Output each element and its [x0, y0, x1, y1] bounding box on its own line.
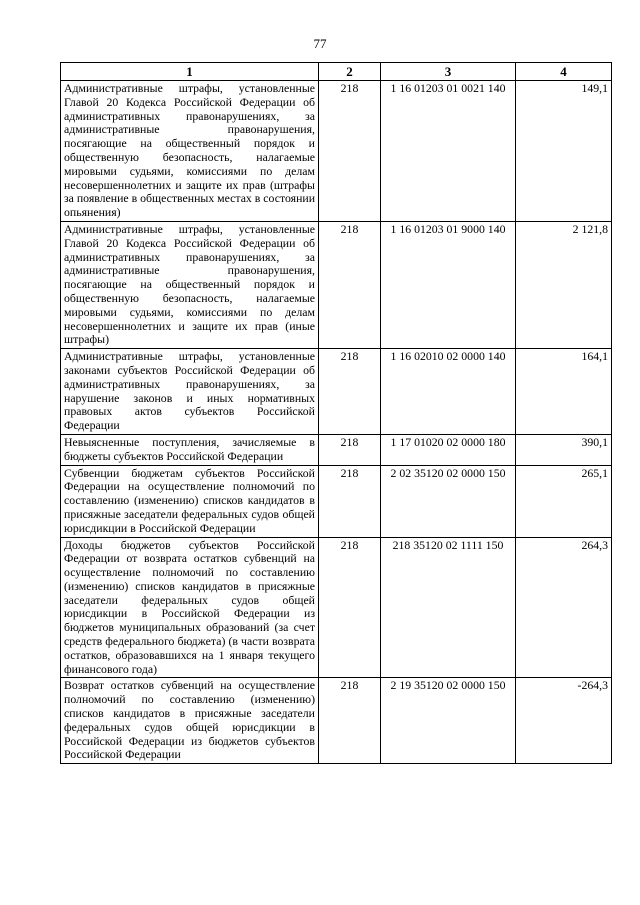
revenue-name: Доходы бюджетов субъектов Российской Федерации от возврата остатков субвенций на осуществление полномочий по составлению (изменению) списков кандидатов в присяжные заседатели федеральных судов общей юрисдикции в Российской Федерации из бюджетов муниципальных образований (за счет средств федерального бюджета) (в части возврата остатков, образовавшихся на 1 января текущего финансового года) — [61, 537, 319, 678]
budget-class-code: 1 16 01203 01 0021 140 — [381, 81, 516, 222]
revenue-name: Административные штрафы, установленные Главой 20 Кодекса Российской Федерации об административных правонарушениях, за административные правонарушения, посягающие на общественный порядок и общественную безопасность, налагаемые мировыми судьями, комиссиями по делам несовершеннолетних и защите их прав (штрафы за появление в общественных местах в состоянии опьянения) — [61, 81, 319, 222]
table-row — [61, 81, 612, 222]
admin-code: 218 — [319, 81, 381, 222]
revenue-name: Административные штрафы, установленные законами субъектов Российской Федерации об административных правонарушениях, за нарушение законов и иных нормативных правовых актов субъектов Российской Федерации — [61, 349, 319, 435]
table-row — [61, 349, 612, 435]
page-number: 77 — [313, 36, 327, 51]
revenue-name: Административные штрафы, установленные Главой 20 Кодекса Российской Федерации об административных правонарушениях, за административные правонарушения, посягающие на общественный порядок и общественную безопасность, налагаемые мировыми судьями, комиссиями по делам несовершеннолетних и защите их прав (иные штрафы) — [61, 221, 319, 348]
amount: 265,1 — [516, 465, 612, 537]
amount: 390,1 — [516, 434, 612, 465]
amount: 2 121,8 — [516, 221, 612, 348]
budget-class-code: 218 35120 02 1111 150 — [381, 537, 516, 678]
table-header-row — [61, 63, 612, 81]
amount: 264,3 — [516, 537, 612, 678]
budget-class-code: 1 17 01020 02 0000 180 — [381, 434, 516, 465]
table-row — [61, 537, 612, 678]
header-col-2: 2 — [319, 63, 381, 81]
amount: 149,1 — [516, 81, 612, 222]
budget-class-code: 2 02 35120 02 0000 150 — [381, 465, 516, 537]
admin-code: 218 — [319, 678, 381, 764]
table-row — [61, 434, 612, 465]
revenue-name: Субвенции бюджетам субъектов Российской Федерации на осуществление полномочий по составлению (изменению) списков кандидатов в присяжные заседатели федеральных судов общей юрисдикции в Российской Федерации — [61, 465, 319, 537]
header-col-4: 4 — [516, 63, 612, 81]
table-row — [61, 678, 612, 764]
budget-class-code: 1 16 02010 02 0000 140 — [381, 349, 516, 435]
admin-code: 218 — [319, 221, 381, 348]
table-row — [61, 465, 612, 537]
budget-class-code: 1 16 01203 01 9000 140 — [381, 221, 516, 348]
amount: 164,1 — [516, 349, 612, 435]
budget-class-code: 2 19 35120 02 0000 150 — [381, 678, 516, 764]
revenue-name: Невыясненные поступления, зачисляемые в бюджеты субъектов Российской Федерации — [61, 434, 319, 465]
admin-code: 218 — [319, 465, 381, 537]
admin-code: 218 — [319, 537, 381, 678]
table-row — [61, 221, 612, 348]
admin-code: 218 — [319, 434, 381, 465]
budget-revenue-table — [60, 62, 612, 764]
header-col-1: 1 — [61, 63, 319, 81]
header-col-3: 3 — [381, 63, 516, 81]
revenue-name: Возврат остатков субвенций на осуществление полномочий по составлению (изменению) списков кандидатов в присяжные заседатели федеральных судов общей юрисдикции в Российской Федерации из бюджетов субъектов Российской Федерации — [61, 678, 319, 764]
amount: -264,3 — [516, 678, 612, 764]
admin-code: 218 — [319, 349, 381, 435]
